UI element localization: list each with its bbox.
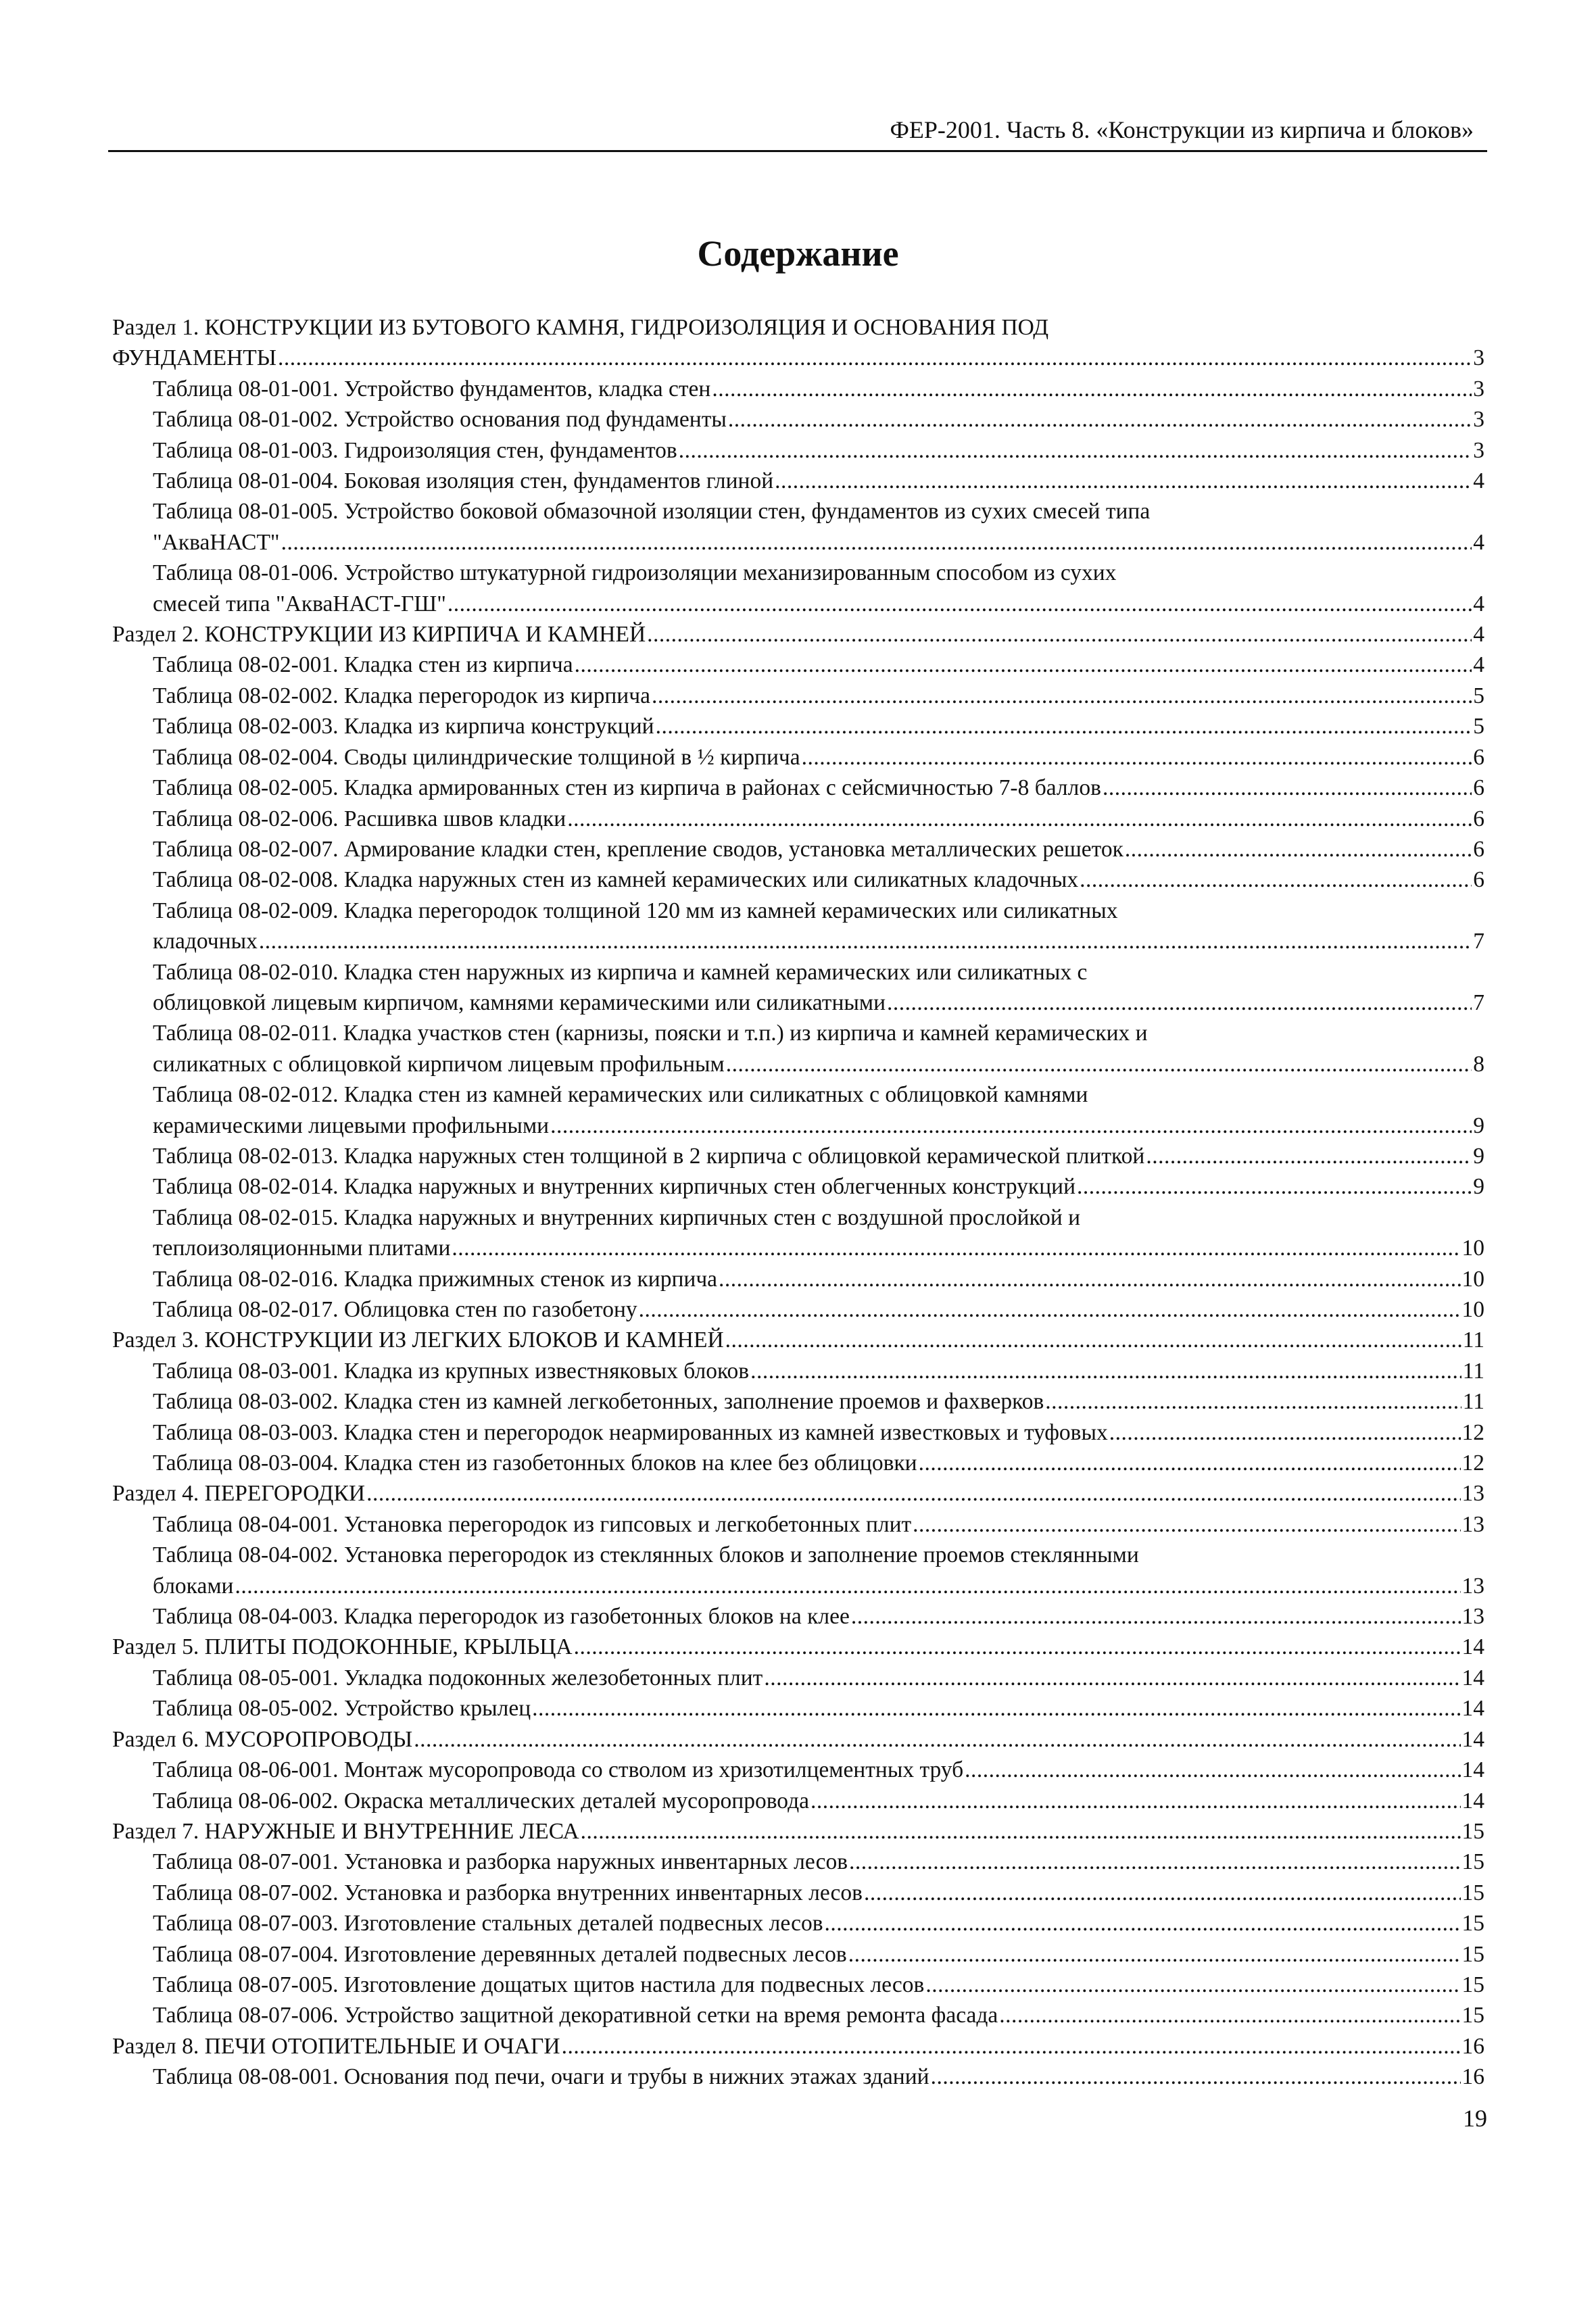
toc-table-entry <box>112 1878 1484 1908</box>
toc-entry-title-line: Таблица 08-04-002. Установка перегородок из стеклянных блоков и заполнение проемов стеклянными <box>153 1542 1139 1568</box>
toc-page-number: 10 <box>1461 1236 1484 1261</box>
toc-page-number: 15 <box>1461 1818 1484 1844</box>
dot-leader <box>764 1663 1460 1693</box>
toc-page-number: 11 <box>1462 1389 1484 1415</box>
toc-entry-title-line: Таблица 08-02-011. Кладка участков стен (карнизы, пояски и т.п.) из кирпича и камней керамических и <box>153 1021 1148 1046</box>
dot-leader <box>532 1693 1460 1724</box>
toc-entry-title: Таблица 08-05-001. Укладка подоконных железобетонных плит <box>153 1665 763 1690</box>
page-title: Содержание <box>697 233 899 274</box>
dot-leader <box>679 435 1472 466</box>
dot-leader <box>802 742 1472 773</box>
dot-leader <box>281 527 1472 558</box>
toc-page-number: 6 <box>1473 806 1484 831</box>
toc-entry-title: Таблица 08-02-003. Кладка из кирпича конструкций <box>153 714 654 739</box>
dot-leader <box>851 1601 1461 1632</box>
toc-entry-title: силикатных с облицовкой кирпичом лицевым профильным <box>153 1051 725 1077</box>
dot-leader <box>965 1755 1460 1785</box>
toc-section-entry <box>112 1816 1484 1847</box>
toc-entry-title: Таблица 08-06-002. Окраска металлических деталей мусоропровода <box>153 1788 809 1813</box>
toc-page-number: 16 <box>1461 2064 1484 2090</box>
toc-entry-title-line: Таблица 08-02-012. Кладка стен из камней керамических или силикатных с облицовкой камнями <box>153 1082 1088 1108</box>
dot-leader <box>562 2031 1461 2062</box>
dot-leader <box>725 1325 1461 1355</box>
dot-leader <box>919 1448 1461 1478</box>
toc-page-number: 14 <box>1461 1634 1484 1660</box>
toc-entry-title: Таблица 08-05-002. Устройство крылец <box>153 1696 531 1722</box>
toc-entry-title: Таблица 08-02-005. Кладка армированных стен из кирпича в районах с сейсмичностью 7-8 баллов <box>153 775 1101 801</box>
toc-entry-title: Таблица 08-02-017. Облицовка стен по газобетону <box>153 1297 637 1322</box>
toc-table-entry <box>112 1448 1484 1478</box>
dot-leader <box>652 681 1472 711</box>
toc-section-entry <box>112 1632 1484 1662</box>
toc-entry-title-line: Раздел 1. КОНСТРУКЦИИ ИЗ БУТОВОГО КАМНЯ, ГИДРОИЗОЛЯЦИЯ И ОСНОВАНИЯ ПОД <box>112 315 1049 340</box>
toc-table-entry <box>112 1264 1484 1294</box>
toc-table-entry <box>112 404 1484 435</box>
toc-page-number: 4 <box>1473 652 1484 678</box>
toc-table-entry <box>112 2000 1484 2030</box>
toc-table-entry <box>112 1202 1484 1264</box>
toc-section-entry <box>112 1724 1484 1755</box>
dot-leader <box>639 1294 1461 1325</box>
dot-leader <box>656 711 1472 741</box>
toc-page-number: 14 <box>1461 1788 1484 1813</box>
toc-page-number: 3 <box>1473 345 1484 371</box>
dot-leader <box>575 650 1472 680</box>
toc-page-number: 3 <box>1473 376 1484 401</box>
toc-table-entry <box>112 1939 1484 1970</box>
toc-table-entry <box>112 1908 1484 1939</box>
toc-page-number: 9 <box>1473 1174 1484 1200</box>
toc-entry-title: Таблица 08-02-006. Расшивка швов кладки <box>153 806 566 831</box>
toc-table-entry <box>112 374 1484 404</box>
toc-section-entry <box>112 1478 1484 1509</box>
toc-page-number: 4 <box>1473 529 1484 555</box>
toc-table-entry <box>112 1509 1484 1540</box>
dot-leader <box>1109 1417 1461 1448</box>
toc-table-entry <box>112 466 1484 496</box>
dot-leader <box>887 988 1472 1018</box>
toc-entry-title: Таблица 08-02-002. Кладка перегородок из кирпича <box>153 683 650 708</box>
dot-leader <box>719 1264 1460 1294</box>
toc-entry-title: Таблица 08-02-016. Кладка прижимных стенок из кирпича <box>153 1266 718 1292</box>
toc-page-number: 6 <box>1473 744 1484 770</box>
toc-entry-title: Таблица 08-01-003. Гидроизоляция стен, фундаментов <box>153 437 677 463</box>
toc-table-entry <box>112 1141 1484 1171</box>
toc-page-number: 13 <box>1461 1604 1484 1630</box>
toc-page-number: 14 <box>1461 1665 1484 1690</box>
toc-page-number: 15 <box>1461 1941 1484 1967</box>
toc-table-entry <box>112 1018 1484 1079</box>
toc-section-entry <box>112 1325 1484 1355</box>
toc-entry-title: керамическими лицевыми профильными <box>153 1113 550 1138</box>
toc-page-number: 9 <box>1473 1143 1484 1169</box>
toc-table-entry <box>112 1294 1484 1325</box>
toc-table-entry <box>112 2062 1484 2092</box>
toc-table-entry <box>112 742 1484 773</box>
toc-table-entry <box>112 864 1484 895</box>
toc-page-number: 10 <box>1461 1297 1484 1322</box>
dot-leader <box>931 2062 1461 2092</box>
toc-table-entry <box>112 435 1484 466</box>
toc-entry-title: Таблица 08-06-001. Монтаж мусоропровода со стволом из хризотилцементных труб <box>153 1757 964 1783</box>
toc-table-entry <box>112 1970 1484 2000</box>
toc-page-number: 14 <box>1461 1726 1484 1752</box>
toc-entry-title: Таблица 08-02-004. Своды цилиндрические толщиной в ½ кирпича <box>153 744 800 770</box>
dot-leader <box>1103 773 1472 803</box>
toc-table-entry <box>112 1386 1484 1417</box>
dot-leader <box>825 1908 1461 1939</box>
toc-table-entry <box>112 1540 1484 1601</box>
toc-section-entry <box>112 2031 1484 2062</box>
toc-entry-title: Раздел 2. КОНСТРУКЦИИ ИЗ КИРПИЧА И КАМНЕЙ <box>112 622 646 648</box>
toc-table-entry <box>112 773 1484 803</box>
toc-page-number: 8 <box>1473 1051 1484 1077</box>
toc-page-number: 14 <box>1461 1757 1484 1783</box>
toc-table-entry <box>112 1079 1484 1141</box>
toc-page-number: 11 <box>1462 1358 1484 1384</box>
dot-leader <box>999 2000 1460 2030</box>
toc-table-entry <box>112 496 1484 558</box>
dot-leader <box>1125 834 1472 864</box>
toc-entry-title: смесей типа "АкваНАСТ-ГШ" <box>153 591 446 616</box>
toc-entry-title: Таблица 08-03-003. Кладка стен и перегородок неармированных из камней известковых и туфовых <box>153 1419 1108 1445</box>
dot-leader <box>278 343 1472 373</box>
toc-entry-title: Таблица 08-03-001. Кладка из крупных известняковых блоков <box>153 1358 750 1384</box>
toc-entry-title: Таблица 08-07-003. Изготовление стальных деталей подвесных лесов <box>153 1911 823 1936</box>
toc-page-number: 10 <box>1461 1266 1484 1292</box>
toc-table-entry <box>112 1663 1484 1693</box>
toc-page-number: 12 <box>1461 1419 1484 1445</box>
toc-section-entry <box>112 312 1484 374</box>
toc-page-number: 9 <box>1473 1113 1484 1138</box>
dot-leader <box>647 619 1472 650</box>
toc-page-number: 4 <box>1473 468 1484 494</box>
dot-leader <box>550 1111 1472 1141</box>
toc-entry-title: Таблица 08-02-001. Кладка стен из кирпича <box>153 652 573 678</box>
toc-entry-title: Таблица 08-01-004. Боковая изоляция стен, фундаментов глиной <box>153 468 774 494</box>
toc-entry-title: Таблица 08-07-004. Изготовление деревянных деталей подвесных лесов <box>153 1941 847 1967</box>
page-number: 19 <box>1463 2105 1487 2132</box>
toc-entry-title: Таблица 08-03-002. Кладка стен из камней легкобетонных, заполнение проемов и фахверков <box>153 1389 1044 1415</box>
toc-entry-title: Таблица 08-02-014. Кладка наружных и внутренних кирпичных стен облегченных конструкций <box>153 1174 1075 1200</box>
toc-table-entry <box>112 1847 1484 1877</box>
toc-page-number: 7 <box>1473 990 1484 1015</box>
dot-leader <box>1045 1386 1461 1417</box>
toc-page-number: 15 <box>1461 2003 1484 2028</box>
toc-entry-title: Раздел 3. КОНСТРУКЦИИ ИЗ ЛЕГКИХ БЛОКОВ И КАМНЕЙ <box>112 1327 724 1353</box>
dot-leader <box>259 926 1472 956</box>
toc-page-number: 5 <box>1473 683 1484 708</box>
toc-entry-title: кладочных <box>153 929 258 954</box>
dot-leader <box>712 374 1472 404</box>
toc-entry-title: Таблица 08-01-001. Устройство фундаментов, кладка стен <box>153 376 711 401</box>
toc-page-number: 15 <box>1461 1849 1484 1875</box>
toc-table-entry <box>112 650 1484 680</box>
toc-page-number: 12 <box>1461 1451 1484 1476</box>
toc-table-entry <box>112 1693 1484 1724</box>
toc-entry-title: блоками <box>153 1573 234 1599</box>
toc-table-entry <box>112 1356 1484 1386</box>
toc-entry-title: Раздел 6. МУСОРОПРОВОДЫ <box>112 1726 413 1752</box>
toc-entry-title: облицовкой лицевым кирпичом, камнями керамическими или силикатными <box>153 990 886 1015</box>
dot-leader <box>913 1509 1460 1540</box>
dot-leader <box>581 1816 1461 1847</box>
toc-page-number: 6 <box>1473 867 1484 893</box>
toc-table-entry <box>112 1755 1484 1785</box>
dot-leader <box>567 804 1472 834</box>
dot-leader <box>414 1724 1460 1755</box>
running-header: ФЕР-2001. Часть 8. «Конструкции из кирпича и блоков» <box>890 116 1474 143</box>
toc-entry-title-line: Таблица 08-01-006. Устройство штукатурной гидроизоляции механизированным способом из сухих <box>153 560 1117 586</box>
toc-section-entry <box>112 619 1484 650</box>
toc-entry-title: Раздел 8. ПЕЧИ ОТОПИТЕЛЬНЫЕ И ОЧАГИ <box>112 2033 560 2059</box>
toc-table-entry <box>112 804 1484 834</box>
toc-entry-title: Таблица 08-02-013. Кладка наружных стен толщиной в 2 кирпича с облицовкой керамической плиткой <box>153 1143 1145 1169</box>
toc-entry-title-line: Таблица 08-02-015. Кладка наружных и внутренних кирпичных стен с воздушной прослойкой и <box>153 1204 1081 1230</box>
toc-page-number: 15 <box>1461 1911 1484 1936</box>
dot-leader <box>574 1632 1461 1662</box>
dot-leader <box>448 589 1472 619</box>
toc-table-entry <box>112 1786 1484 1816</box>
toc-page-number: 14 <box>1461 1696 1484 1722</box>
toc-entry-title-line: Таблица 08-01-005. Устройство боковой обмазочной изоляции стен, фундаментов из сухих смесей типа <box>153 499 1151 525</box>
toc-page-number: 15 <box>1461 1972 1484 1997</box>
dot-leader <box>925 1970 1460 2000</box>
dot-leader <box>750 1356 1461 1386</box>
toc-table-entry <box>112 1601 1484 1632</box>
toc-table-entry <box>112 834 1484 864</box>
dot-leader <box>775 466 1472 496</box>
toc-page-number: 5 <box>1473 714 1484 739</box>
toc-entry-title: Таблица 08-01-002. Устройство основания под фундаменты <box>153 407 727 433</box>
header-rule <box>108 150 1487 152</box>
toc-entry-title: Раздел 4. ПЕРЕГОРОДКИ <box>112 1481 366 1507</box>
toc-entry-title: Раздел 7. НАРУЖНЫЕ И ВНУТРЕННИЕ ЛЕСА <box>112 1818 579 1844</box>
toc-page-number: 3 <box>1473 437 1484 463</box>
toc-page-number: 16 <box>1461 2033 1484 2059</box>
toc-entry-title: Раздел 5. ПЛИТЫ ПОДОКОННЫЕ, КРЫЛЬЦА <box>112 1634 573 1660</box>
dot-leader <box>849 1847 1460 1877</box>
toc-page-number: 4 <box>1473 622 1484 648</box>
toc-table-entry <box>112 558 1484 619</box>
toc-page-number: 11 <box>1462 1327 1484 1353</box>
dot-leader <box>452 1233 1460 1263</box>
toc-entry-title: Таблица 08-04-001. Установка перегородок из гипсовых и легкобетонных плит <box>153 1511 912 1537</box>
toc-entry-title: Таблица 08-07-005. Изготовление дощатых щитов настила для подвесных лесов <box>153 1972 925 1997</box>
toc-page-number: 4 <box>1473 591 1484 616</box>
dot-leader <box>1146 1141 1472 1171</box>
dot-leader <box>864 1878 1461 1908</box>
toc-entry-title: Таблица 08-03-004. Кладка стен из газобетонных блоков на клее без облицовки <box>153 1451 917 1476</box>
toc-page-number: 15 <box>1461 1880 1484 1905</box>
toc-page-number: 6 <box>1473 836 1484 862</box>
toc-page-number: 7 <box>1473 929 1484 954</box>
toc-entry-title: Таблица 08-07-001. Установка и разборка наружных инвентарных лесов <box>153 1849 848 1875</box>
dot-leader <box>1080 864 1472 895</box>
toc-entry-title: Таблица 08-04-003. Кладка перегородок из газобетонных блоков на клее <box>153 1604 850 1630</box>
toc-page-number: 6 <box>1473 775 1484 801</box>
dot-leader <box>366 1478 1460 1509</box>
dot-leader <box>811 1786 1461 1816</box>
table-of-contents <box>112 312 1484 2093</box>
dot-leader <box>1077 1171 1472 1202</box>
toc-table-entry <box>112 711 1484 741</box>
toc-page-number: 3 <box>1473 407 1484 433</box>
toc-entry-title-line: Таблица 08-02-010. Кладка стен наружных из кирпича и камней керамических или силикатных с <box>153 959 1088 985</box>
toc-table-entry <box>112 1417 1484 1448</box>
toc-table-entry <box>112 1171 1484 1202</box>
toc-entry-title: ФУНДАМЕНТЫ <box>112 345 276 371</box>
dot-leader <box>726 1049 1472 1079</box>
toc-entry-title: "АкваНАСТ" <box>153 529 280 555</box>
toc-table-entry <box>112 681 1484 711</box>
toc-entry-title: Таблица 08-08-001. Основания под печи, очаги и трубы в нижних этажах зданий <box>153 2064 929 2090</box>
dot-leader <box>728 404 1472 435</box>
toc-entry-title: теплоизоляционными плитами <box>153 1236 451 1261</box>
toc-table-entry <box>112 896 1484 957</box>
toc-entry-title: Таблица 08-02-008. Кладка наружных стен из камней керамических или силикатных кладочных <box>153 867 1079 893</box>
toc-entry-title-line: Таблица 08-02-009. Кладка перегородок толщиной 120 мм из камней керамических или силикатных <box>153 898 1118 923</box>
toc-entry-title: Таблица 08-07-002. Установка и разборка внутренних инвентарных лесов <box>153 1880 863 1905</box>
toc-page-number: 13 <box>1461 1511 1484 1537</box>
toc-entry-title: Таблица 08-02-007. Армирование кладки стен, крепление сводов, установка металлических решеток <box>153 836 1123 862</box>
toc-entry-title: Таблица 08-07-006. Устройство защитной декоративной сетки на время ремонта фасада <box>153 2003 998 2028</box>
dot-leader <box>848 1939 1461 1970</box>
toc-page-number: 13 <box>1461 1481 1484 1507</box>
dot-leader <box>235 1571 1460 1601</box>
toc-table-entry <box>112 957 1484 1019</box>
toc-page-number: 13 <box>1461 1573 1484 1599</box>
